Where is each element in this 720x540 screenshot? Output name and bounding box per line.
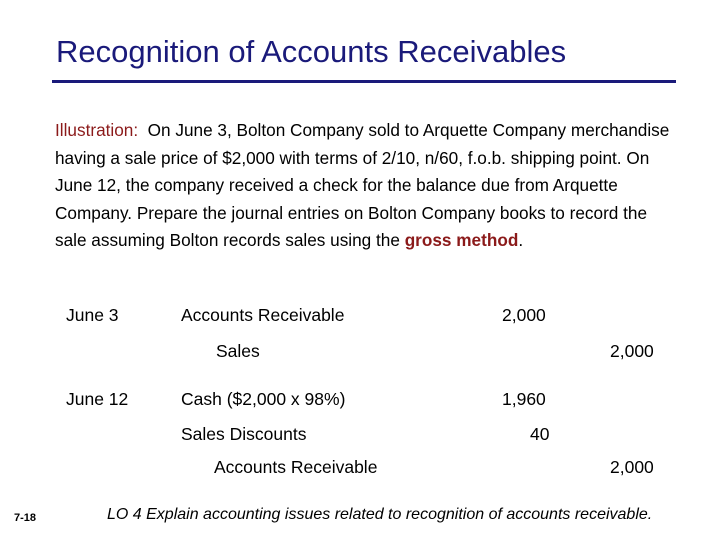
entry-account: Accounts Receivable bbox=[181, 305, 345, 325]
entry-account: Accounts Receivable bbox=[214, 457, 378, 477]
illustration-paragraph bbox=[55, 117, 675, 255]
illustration-label: Illustration: bbox=[55, 120, 139, 140]
page-title: Recognition of Accounts Receivables bbox=[56, 34, 567, 69]
entry-debit: 40 bbox=[530, 424, 550, 444]
title-divider bbox=[52, 80, 676, 83]
entry-account: Sales bbox=[216, 341, 260, 361]
entry-credit: 2,000 bbox=[610, 341, 654, 361]
learning-objective: LO 4 Explain accounting issues related to recognition of accounts receivable. bbox=[107, 506, 653, 523]
illustration-text: On June 3, Bolton Company sold to Arquette Company merchandise having a sale price of $2,000 with terms of 2/10, n/60, f.o.b. shipping point. On June 12, the company received a check for the balance due from Arquette Company. Prepare the journal entries on Bolton Company books to record the sale assuming Bolton records sales using the bbox=[55, 120, 670, 250]
entry-account: Sales Discounts bbox=[181, 424, 307, 444]
illustration-end: . bbox=[518, 230, 524, 250]
entry-date: June 12 bbox=[66, 389, 129, 409]
entry-debit: 2,000 bbox=[502, 305, 546, 325]
entry-debit: 1,960 bbox=[502, 389, 546, 409]
entry-account: Cash ($2,000 x 98%) bbox=[181, 389, 346, 409]
entry-date: June 3 bbox=[66, 305, 119, 325]
method-emphasis: gross method bbox=[404, 230, 519, 250]
slide-number: 7-18 bbox=[14, 512, 37, 524]
entry-credit: 2,000 bbox=[610, 457, 654, 477]
